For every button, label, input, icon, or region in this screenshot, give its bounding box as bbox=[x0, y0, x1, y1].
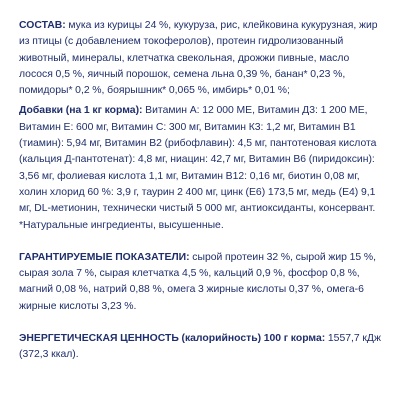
additives-label: Добавки (на 1 кг корма): bbox=[19, 105, 143, 117]
composition-text: мука из курицы 24 %, кукуруза, рис, клейковина кукурузная, жир из птицы (с добавлением токоферолов), протеин гидролизованный животный, минералы, клетчатка свекольная, дрожжи пивные, масло лосося 0,5 %, яичный порошок, семена льна 0,39 %, банан* 0,23 %, помидоры* 0,2 %, боярышник* 0,065 %, имбирь* 0,01 %; bbox=[19, 20, 378, 97]
guaranteed-analysis-text: сырой протеин 32 %, сырой жир 15 %, сырая зола 7 %, сырая клетчатка 4,5 %, кальций 0,9 %, фосфор 0,8 %, магний 0,08 %, натрий 0,88 %, омега 3 жирные кислоты 0,37 %, омега-6 жирные кислоты 3,23 %. bbox=[19, 251, 376, 312]
energy-value-text: 1557,7 кДж (372,3 ккал). bbox=[19, 333, 381, 361]
additives-text: Витамин А: 12 000 МЕ, Витамин Д3: 1 200 МЕ, Витамин Е: 600 мг, Витамин С: 300 мг, Витамин К3: 1,2 мг, Витамин В1 (тиамин): 5,94 мг, Витамин В2 (рибофлавин): 4,5 мг, пантотеновая кислота (кальция Д-пантотенат): 4,8 мг, ниацин: 42,7 мг, Витамин В6 (пиридоксин): 3,56 мг, фолиевая кислота 1,1 мг, Витамин В12: 0,16 мг, биотин 0,08 мг, холин хлорид 60 %: 3,9 г, таурин 2 400 мг, цинк (E6) 173,5 мг, медь (E4) 9,1 мг, DL-метионин, технически чистый 5 000 мг, антиоксиданты, консервант. *Натуральные ингредиенты, высушенные. bbox=[19, 105, 377, 231]
guaranteed-analysis-label: ГАРАНТИРУЕМЫЕ ПОКАЗАТЕЛИ: bbox=[19, 251, 190, 263]
energy-value-label: ЭНЕРГЕТИЧЕСКАЯ ЦЕННОСТЬ (калорийность) 100 г корма: bbox=[19, 333, 326, 345]
composition-label: СОСТАВ: bbox=[19, 20, 66, 31]
additives-paragraph bbox=[19, 103, 381, 233]
guaranteed-analysis-paragraph bbox=[19, 250, 381, 315]
product-label-text bbox=[19, 18, 381, 364]
energy-value-paragraph bbox=[19, 331, 381, 364]
composition-paragraph bbox=[19, 18, 381, 99]
